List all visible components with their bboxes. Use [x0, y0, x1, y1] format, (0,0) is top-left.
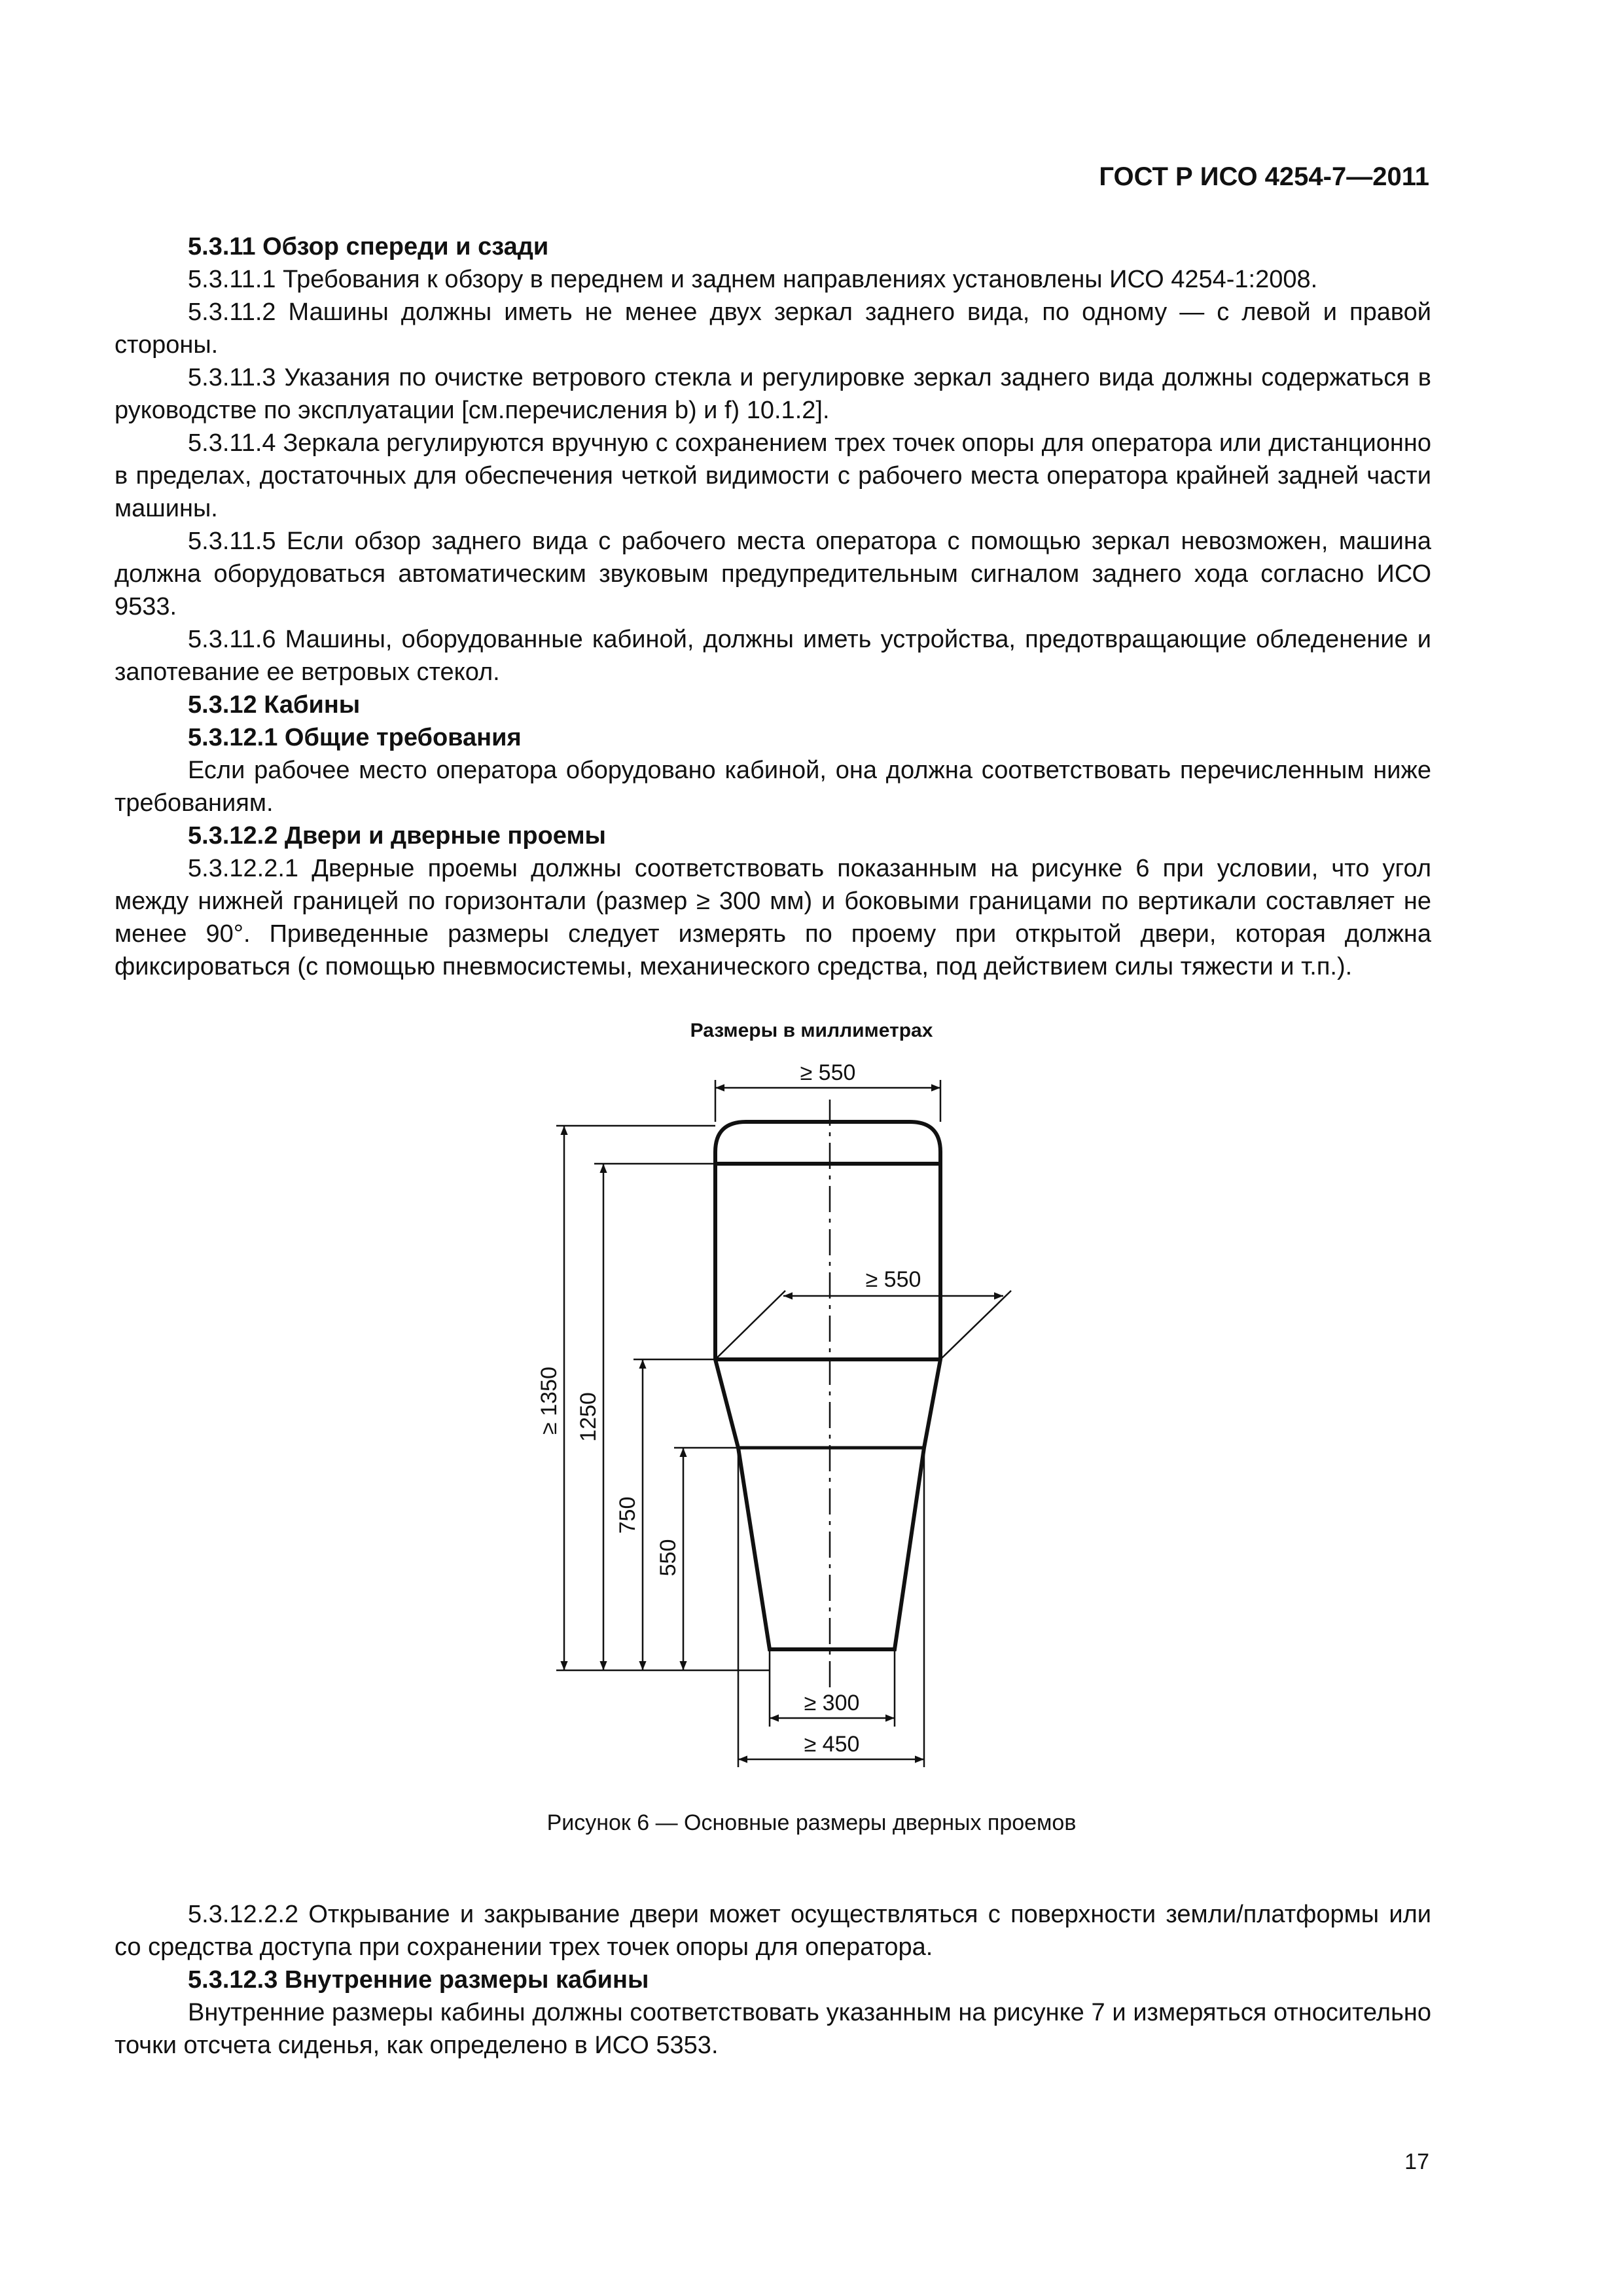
label-diag-width: ≥ 550 — [865, 1267, 921, 1292]
diag-ext-right — [940, 1291, 1011, 1359]
dimensions-note: Размеры в миллиметрах — [690, 1020, 933, 1041]
label-height-1250: 1250 — [576, 1392, 601, 1442]
section-heading: 5.3.11 Обзор спереди и сзади — [188, 233, 549, 260]
document-header: ГОСТ Р ИСО 4254-7—2011 — [1099, 162, 1429, 191]
paragraph: 5.3.12.2.1 Дверные проемы должны соответствовать показанным на рисунке 6 при условии, что угол между нижней границей по горизонтали (размер ≥ 300 мм) и боковыми границами по вертикали составляет не менее 90°. Приведенные размеры следует измерять по проему при открытой двери, которая должна фиксироваться (с помощью пневмосистемы, механического средства, под действием силы тяжести и т.п.). — [115, 855, 1431, 980]
door-outline — [715, 1122, 940, 1649]
bottom-text-block — [115, 1898, 1431, 2062]
figure-caption: Рисунок 6 — Основные размеры дверных проемов — [546, 1810, 1077, 1835]
diag-ext-left — [715, 1291, 785, 1359]
paragraph: 5.3.11.3 Указания по очистке ветрового стекла и регулировке зеркал заднего вида должны содержаться в руководстве по эксплуатации [см.перечисления b) и f) 10.1.2]. — [115, 364, 1431, 424]
label-mid-width: ≥ 450 — [804, 1732, 860, 1757]
paragraph: Если рабочее место оператора оборудовано кабиной, она должна соответствовать перечисленным ниже требованиям. — [115, 757, 1431, 817]
page-number: 17 — [1404, 2149, 1429, 2174]
section-heading: 5.3.12 Кабины — [188, 691, 361, 719]
label-top-width: ≥ 550 — [800, 1060, 856, 1085]
paragraph: 5.3.11.6 Машины, оборудованные кабиной, должны иметь устройства, предотвращающие обледенение и запотевание ее ветровых стекол. — [115, 626, 1431, 686]
label-height-750: 750 — [615, 1496, 640, 1534]
paragraph: 5.3.11.5 Если обзор заднего вида с рабочего места оператора с помощью зеркал невозможен, машина должна оборудоваться автоматическим звуковым предупредительным сигналом заднего хода согласно ИСО 9533. — [115, 528, 1431, 620]
paragraph: 5.3.12.2.2 Открывание и закрывание двери может осуществляться с поверхности земли/платформы или со средства доступа при сохранении трех точек опоры для оператора. — [115, 1901, 1431, 1961]
label-height-550: 550 — [656, 1539, 681, 1577]
section-heading: 5.3.12.1 Общие требования — [188, 724, 522, 751]
paragraph: 5.3.11.4 Зеркала регулируются вручную с сохранением трех точек опоры для оператора или дистанционно в пределах, достаточных для обеспечения четкой видимости с рабочего места оператора крайней задней части машины. — [115, 429, 1431, 522]
paragraph: 5.3.11.1 Требования к обзору в переднем и заднем направлениях установлены ИСО 4254-1:2008. — [188, 266, 1318, 293]
section-heading: 5.3.12.2 Двери и дверные проемы — [188, 822, 607, 850]
label-height-1350: ≥ 1350 — [537, 1367, 562, 1435]
paragraph: Внутренние размеры кабины должны соответствовать указанным на рисунке 7 и измеряться относительно точки отсчета сиденья, как определено в ИСО 5353. — [115, 1999, 1431, 2059]
section-heading: 5.3.12.3 Внутренние размеры кабины — [188, 1966, 649, 1994]
label-bottom-width: ≥ 300 — [804, 1691, 860, 1715]
paragraph: 5.3.11.2 Машины должны иметь не менее двух зеркал заднего вида, по одному — с левой и правой стороны. — [115, 298, 1431, 359]
